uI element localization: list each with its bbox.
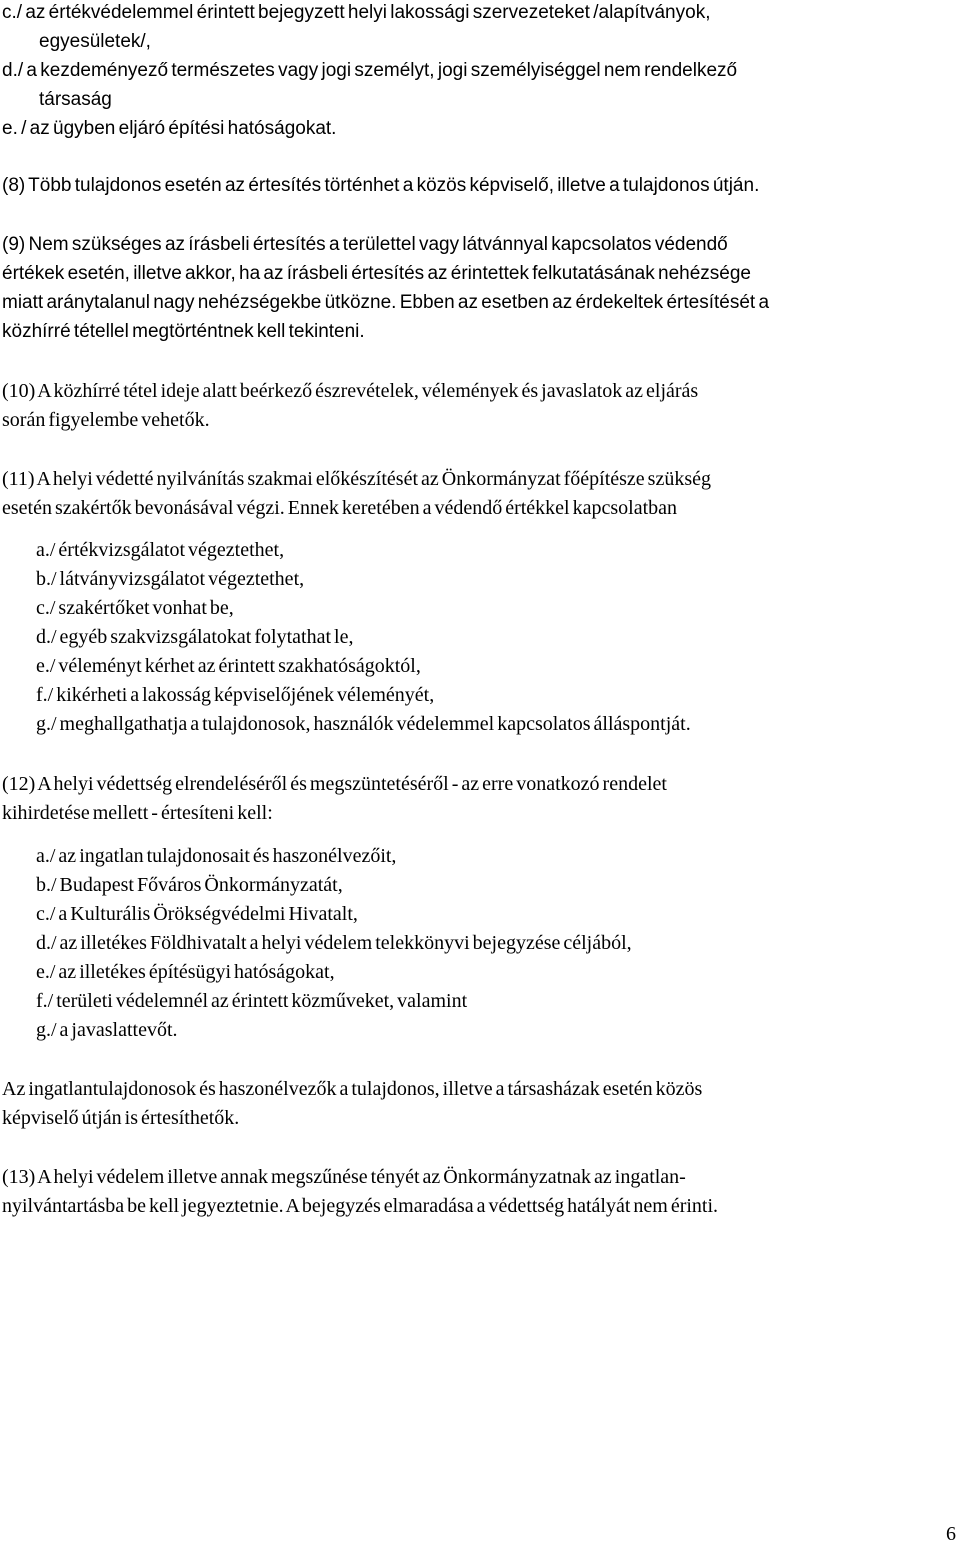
paragraph-12-line-1: (12) A helyi védettség elrendeléséről és megszüntetéséről - az erre vonatkozó rendelet [2, 773, 667, 795]
paragraph-13-line-1: (13) A helyi védelem illetve annak megszűnése tényét az Önkormányzatnak az ingatlan- [2, 1166, 686, 1188]
paragraph-12-note-line-1: Az ingatlantulajdonosok és haszonélvezők a tulajdonos, illetve a társasházak esetén közös [2, 1078, 703, 1100]
list-item: g./ a javaslattevőt. [36, 1019, 178, 1041]
list-item-c-cont: egyesületek/, [39, 31, 151, 52]
paragraph-9-line-1: (9) Nem szükséges az írásbeli értesítés a területtel vagy látvánnyal kapcsolatos védendő [2, 234, 728, 255]
list-item: a./ az ingatlan tulajdonosait és haszonélvezőit, [36, 845, 397, 867]
list-item-c: c./ az értékvédelemmel érintett bejegyzett helyi lakossági szervezeteket /alapítványok, [2, 2, 711, 23]
page-number: 6 [946, 1523, 956, 1545]
list-item: e./ az illetékes építésügyi hatóságokat, [36, 961, 335, 983]
list-item: c./ szakértőket vonhat be, [36, 597, 234, 619]
top-list [2, 0, 958, 143]
list-item-e: e. / az ügyben eljáró építési hatóságokat. [2, 118, 337, 139]
list-item: g./ meghallgathatja a tulajdonosok, használók védelemmel kapcsolatos álláspontját. [36, 713, 691, 735]
paragraph-11 [2, 465, 958, 523]
list-item: b./ Budapest Főváros Önkormányzatát, [36, 874, 343, 896]
paragraph-9-line-3: miatt aránytalanul nagy nehézségekbe ütközne. Ebben az esetben az érdekeltek értesítését a [2, 292, 770, 313]
paragraph-12-note [2, 1075, 958, 1133]
list-item: e./ véleményt kérhet az érintett szakhatóságoktól, [36, 655, 421, 677]
paragraph-9-line-4: közhírré tétellel megtörténtnek kell tekinteni. [2, 321, 365, 342]
list-item: f./ kikérheti a lakosság képviselőjének véleményét, [36, 684, 435, 706]
paragraph-13-line-2: nyilvántartásba be kell jegyeztetnie. A bejegyzés elmaradása a védettség hatályát nem érinti. [2, 1195, 719, 1217]
paragraph-11-line-2: esetén szakértők bevonásával végzi. Ennek keretében a védendő értékkel kapcsolatban [2, 497, 678, 519]
list-item: b./ látványvizsgálatot végeztethet, [36, 568, 305, 590]
list-item: d./ az illetékes Földhivatalt a helyi védelem telekkönyvi bejegyzése céljából, [36, 932, 632, 954]
paragraph-8-text: (8) Több tulajdonos esetén az értesítés történhet a közös képviselő, illetve a tulajdonos útján. [2, 175, 760, 196]
paragraph-13 [2, 1163, 958, 1221]
list-item: a./ értékvizsgálatot végeztethet, [36, 539, 285, 561]
list-item: d./ egyéb szakvizsgálatokat folytathat le, [36, 626, 354, 648]
paragraph-10-line-1: (10) A közhírré tétel ideje alatt beérkező észrevételek, vélemények és javaslatok az eljárás [2, 380, 699, 402]
list-item-d: d./ a kezdeményező természetes vagy jogi személyt, jogi személyiséggel nem rendelkező [2, 60, 738, 81]
list-item: f./ területi védelemnél az érintett közműveket, valamint [36, 990, 468, 1012]
paragraph-11-list [2, 536, 958, 739]
paragraph-12-line-2: kihirdetése mellett - értesíteni kell: [2, 802, 273, 824]
paragraph-12-list [2, 842, 958, 1045]
list-item-d-cont: társaság [39, 89, 112, 110]
paragraph-9-line-2: értékek esetén, illetve akkor, ha az írásbeli értesítés az érintettek felkutatásának nehézsége [2, 263, 751, 284]
paragraph-12-note-line-2: képviselő útján is értesíthetők. [2, 1107, 240, 1129]
paragraph-12 [2, 770, 958, 828]
list-item: c./ a Kulturális Örökségvédelmi Hivatalt, [36, 903, 358, 925]
paragraph-11-line-1: (11) A helyi védetté nyilvánítás szakmai előkészítését az Önkormányzat főépítésze szükség [2, 468, 712, 490]
paragraph-8 [2, 171, 958, 200]
paragraph-10-line-2: során figyelembe vehetők. [2, 409, 210, 431]
paragraph-9 [2, 230, 958, 346]
paragraph-10 [2, 377, 958, 435]
